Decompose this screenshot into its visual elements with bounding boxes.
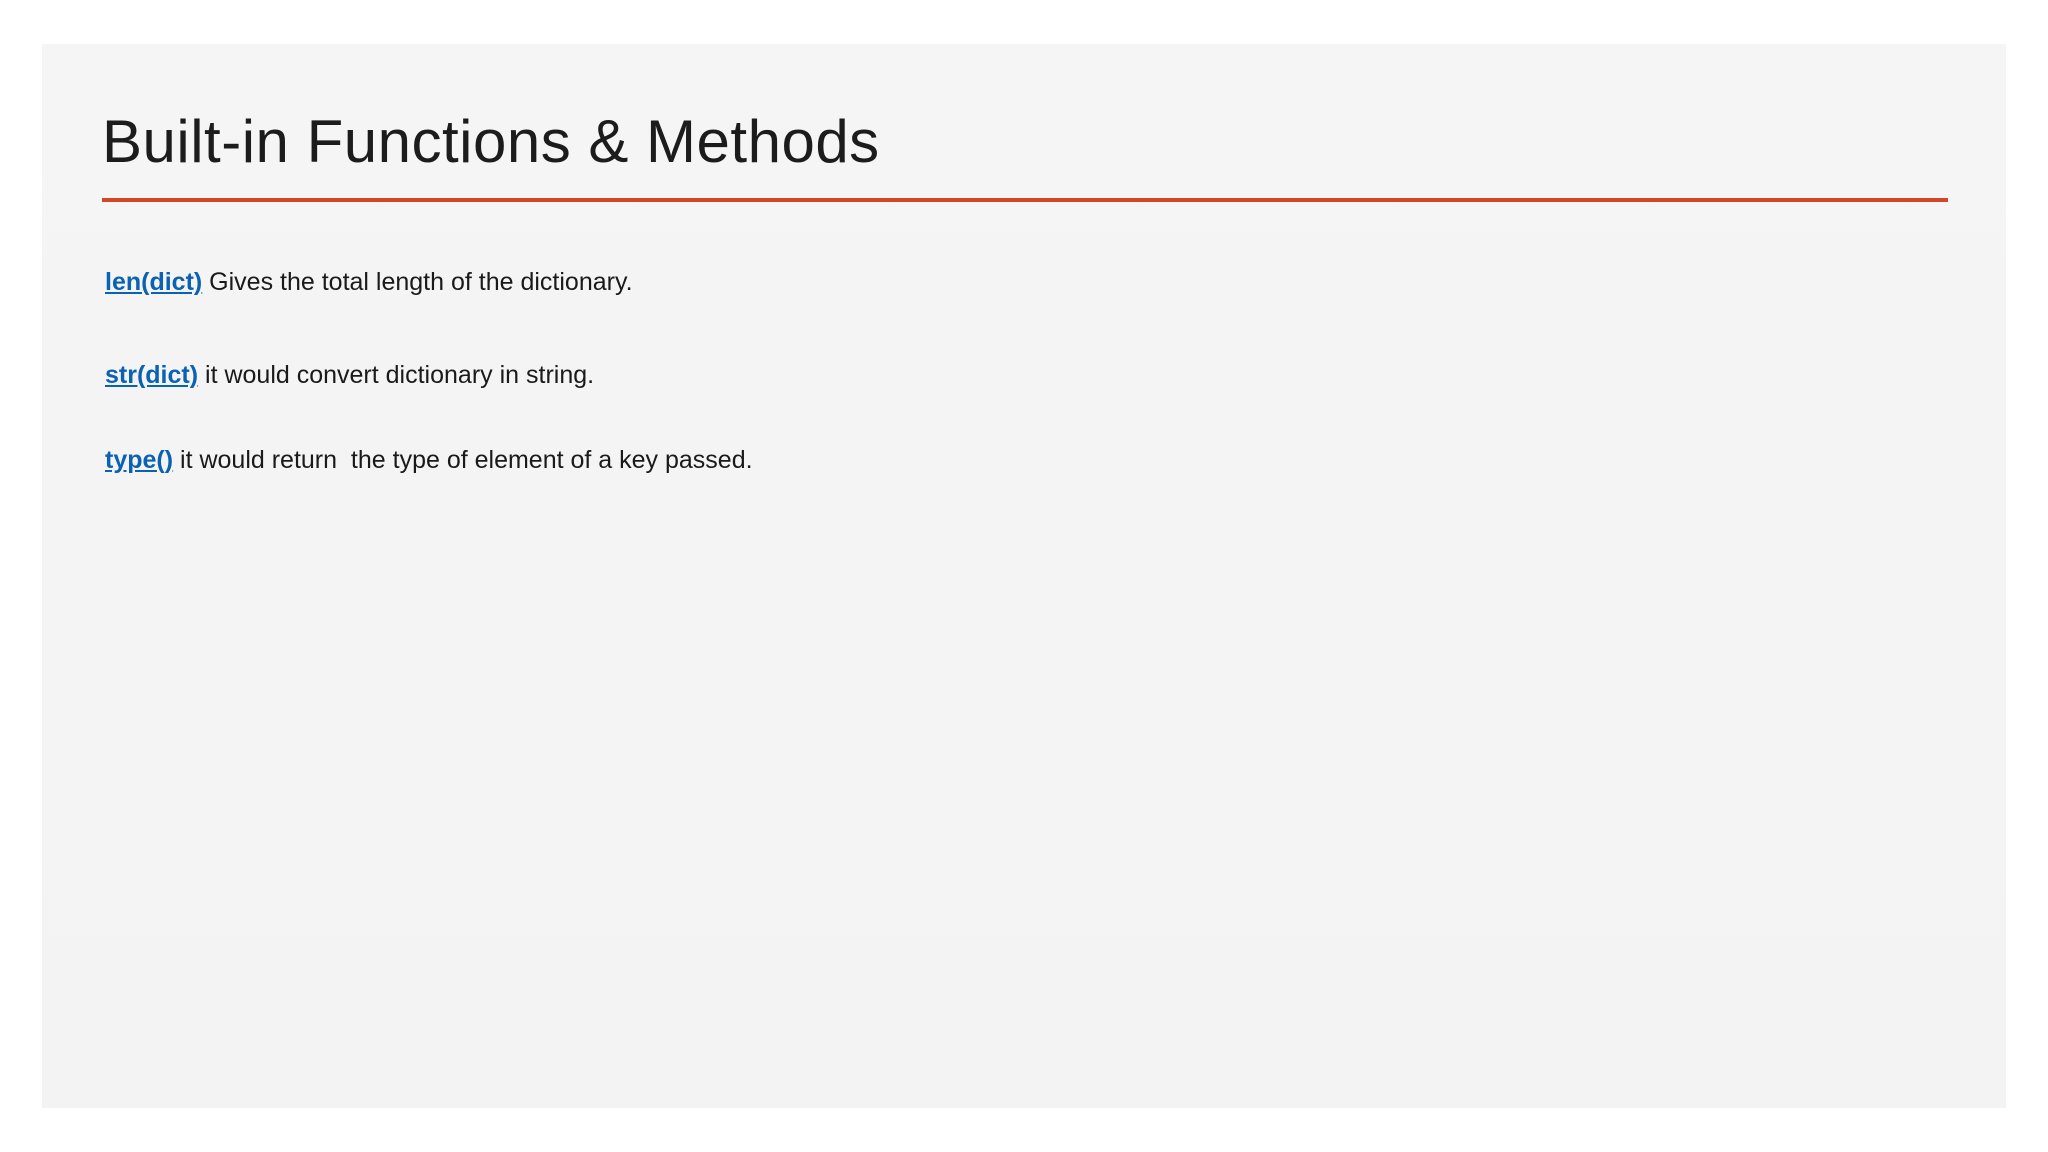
type-description: it would return the type of element of a key passed. xyxy=(173,446,753,474)
title-underline-divider xyxy=(102,198,1948,202)
bullet-type xyxy=(105,446,753,475)
len-dict-description: Gives the total length of the dictionary. xyxy=(202,268,633,296)
str-dict-link[interactable]: str(dict) xyxy=(105,361,199,389)
str-dict-description: it would convert dictionary in string. xyxy=(198,361,595,389)
slide-title: Built-in Functions & Methods xyxy=(102,108,880,175)
slide xyxy=(42,44,2006,1108)
bullet-str-dict xyxy=(105,361,594,390)
bullet-len-dict xyxy=(105,268,633,297)
type-link[interactable]: type() xyxy=(105,446,174,474)
len-dict-link[interactable]: len(dict) xyxy=(105,268,203,296)
